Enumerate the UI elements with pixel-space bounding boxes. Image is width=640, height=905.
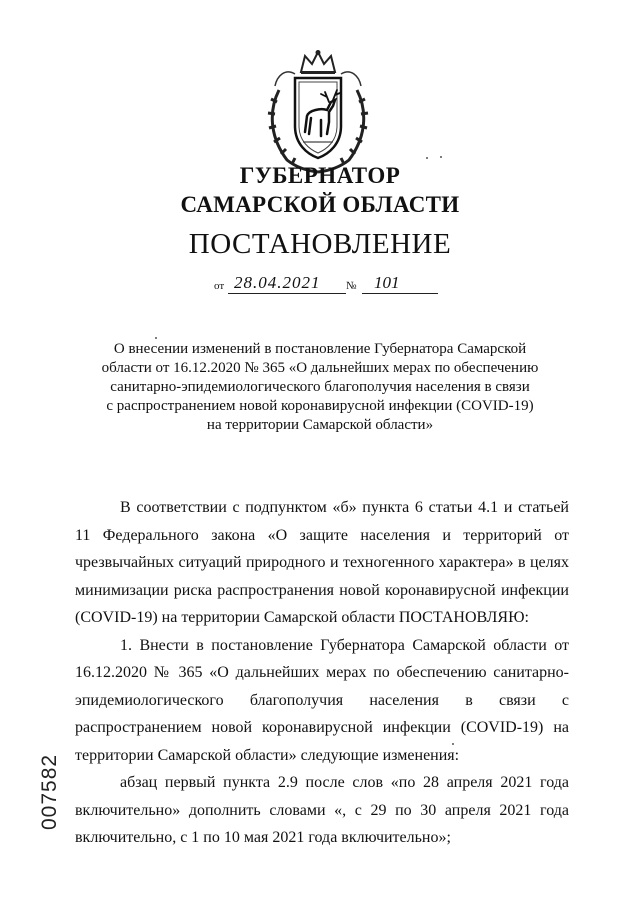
document-type-title: ПОСТАНОВЛЕНИЕ <box>188 228 452 260</box>
document-caption <box>90 340 550 435</box>
scan-speck <box>426 157 428 159</box>
caption-line: санитарно-эпидемиологического благополучия населения в связи <box>110 379 530 395</box>
body-paragraph: абзац первый пункта 2.9 после слов «по 28 апреля 2021 года включительно» дополнить словами «, с 29 по 30 апреля 2021 года включительно, с 1 по 10 мая 2021 года включительно»; <box>75 774 569 846</box>
date-prefix: от <box>214 280 225 292</box>
caption-line: области от 16.12.2020 № 365 «О дальнейших мерах по обеспечению <box>101 360 539 376</box>
caption-line: О внесении изменений в постановление Губернатора Самарской <box>113 341 527 357</box>
scan-speck <box>452 743 454 745</box>
number-prefix: № <box>346 280 357 292</box>
authority-title-line2: САМАРСКОЙ ОБЛАСТИ <box>180 192 460 217</box>
date-number-line <box>210 273 450 297</box>
document-body <box>75 494 569 852</box>
document-date: 28.04.2021 <box>228 273 346 294</box>
body-paragraph: В соответствии с подпунктом «б» пункта 6 статьи 4.1 и статьей 11 Федерального закона «О защите населения и территорий от чрезвычайных ситуаций природного и техногенного характера» в целях минимизации риска распространения новой коронавирусной инфекции (COVID-19) на территории Самарской области ПОСТАНОВЛЯЮ: <box>75 499 569 626</box>
body-paragraph: 1. Внести в постановление Губернатора Самарской области от 16.12.2020 № 365 «О дальнейших мерах по обеспечению санитарно-эпидемиологического благополучия населения в связи с распространением новой коронавирусной инфекции (COVID-19) на территории Самарской области» следующие изменения: <box>75 636 569 764</box>
coat-of-arms-icon <box>265 50 371 175</box>
caption-line: на территории Самарской области» <box>206 417 434 433</box>
caption-line: с распространением новой коронавирусной инфекции (COVID-19) <box>106 398 534 414</box>
scan-speck <box>155 337 157 339</box>
document-number: 101 <box>362 273 438 294</box>
scan-speck <box>440 156 442 158</box>
authority-title-line1: ГУБЕРНАТОР <box>239 163 401 188</box>
registration-stamp: 007582 <box>38 753 61 830</box>
